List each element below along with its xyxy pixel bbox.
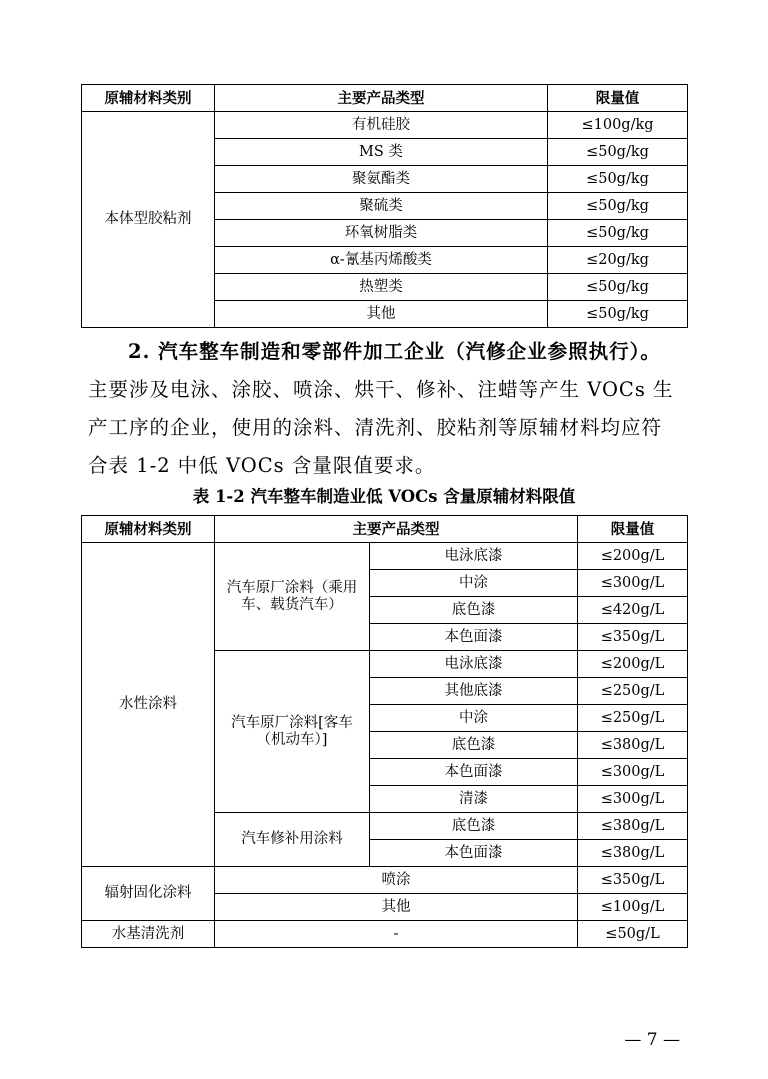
table-row (82, 543, 688, 570)
product-type-cell: 环氧树脂类 (215, 220, 548, 247)
limit-cell: ≤100g/L (578, 894, 688, 921)
product-type-cell: 电泳底漆 (370, 651, 578, 678)
product-type-cell: 底色漆 (370, 597, 578, 624)
header-category: 原辅材料类别 (82, 516, 215, 543)
product-type-cell: 本色面漆 (370, 624, 578, 651)
table-row (82, 867, 688, 894)
subgroup-cell: 汽车原厂涂料（乘用车、载货汽车） (215, 543, 370, 651)
limit-cell: ≤50g/kg (548, 166, 688, 193)
category-cell: 水基清洗剂 (82, 921, 215, 948)
limit-cell: ≤50g/kg (548, 220, 688, 247)
body-text-line: 产工序的企业，使用的涂料、清洗剂、胶粘剂等原辅材料均应符 (88, 416, 663, 439)
category-cell: 水性涂料 (82, 543, 215, 867)
limit-cell: ≤380g/L (578, 813, 688, 840)
product-type-cell: 电泳底漆 (370, 543, 578, 570)
limit-cell: ≤50g/kg (548, 139, 688, 166)
product-type-cell: α-氰基丙烯酸类 (215, 247, 548, 274)
product-type-cell: 清漆 (370, 786, 578, 813)
product-type-cell: 有机硅胶 (215, 112, 548, 139)
limit-cell: ≤350g/L (578, 867, 688, 894)
product-type-cell: 本色面漆 (370, 840, 578, 867)
limit-cell: ≤300g/L (578, 570, 688, 597)
page-number: — 7 — (624, 1030, 680, 1050)
product-type-cell: MS 类 (215, 139, 548, 166)
table-header-row (82, 516, 688, 543)
product-type-cell: 其他底漆 (370, 678, 578, 705)
limit-cell: ≤250g/L (578, 705, 688, 732)
product-type-cell: 热塑类 (215, 274, 548, 301)
limit-cell: ≤380g/L (578, 732, 688, 759)
header-limit: 限量值 (578, 516, 688, 543)
table-row (82, 112, 688, 139)
limit-cell: ≤350g/L (578, 624, 688, 651)
product-type-cell: 底色漆 (370, 732, 578, 759)
limit-cell: ≤300g/L (578, 759, 688, 786)
body-text-line: 主要涉及电泳、涂胶、喷涂、烘干、修补、注蜡等产生 VOCs 生 (88, 378, 674, 401)
limit-cell: ≤380g/L (578, 840, 688, 867)
body-text-line: 合表 1-2 中低 VOCs 含量限值要求。 (88, 454, 436, 477)
category-cell: 本体型胶粘剂 (82, 112, 215, 328)
header-product-type: 主要产品类型 (215, 516, 578, 543)
limit-cell: ≤420g/L (578, 597, 688, 624)
product-type-cell: 中涂 (370, 705, 578, 732)
limit-cell: ≤300g/L (578, 786, 688, 813)
limit-cell: ≤200g/L (578, 651, 688, 678)
limit-cell: ≤250g/L (578, 678, 688, 705)
product-type-cell: 其他 (215, 301, 548, 328)
product-type-cell: 其他 (215, 894, 578, 921)
limit-cell: ≤50g/kg (548, 193, 688, 220)
header-limit: 限量值 (548, 85, 688, 112)
product-type-cell: 喷涂 (215, 867, 578, 894)
product-type-cell: 中涂 (370, 570, 578, 597)
section-heading: 2. 汽车整车制造和零部件加工企业（汽修企业参照执行）。 (128, 340, 661, 363)
header-category: 原辅材料类别 (82, 85, 215, 112)
product-type-cell: 聚氨酯类 (215, 166, 548, 193)
limit-cell: ≤100g/kg (548, 112, 688, 139)
table-row (82, 921, 688, 948)
subgroup-cell: 汽车修补用涂料 (215, 813, 370, 867)
product-type-cell: - (215, 921, 578, 948)
limit-cell: ≤200g/L (578, 543, 688, 570)
table-1-continued (81, 84, 688, 328)
product-type-cell: 底色漆 (370, 813, 578, 840)
table-1-2 (81, 515, 688, 948)
limit-cell: ≤50g/L (578, 921, 688, 948)
category-cell: 辐射固化涂料 (82, 867, 215, 921)
limit-cell: ≤50g/kg (548, 301, 688, 328)
product-type-cell: 本色面漆 (370, 759, 578, 786)
header-product-type: 主要产品类型 (215, 85, 548, 112)
table-header-row (82, 85, 688, 112)
limit-cell: ≤20g/kg (548, 247, 688, 274)
limit-cell: ≤50g/kg (548, 274, 688, 301)
subgroup-cell: 汽车原厂涂料[客车（机动车）] (215, 651, 370, 813)
product-type-cell: 聚硫类 (215, 193, 548, 220)
table-caption: 表 1-2 汽车整车制造业低 VOCs 含量原辅材料限值 (192, 487, 576, 506)
